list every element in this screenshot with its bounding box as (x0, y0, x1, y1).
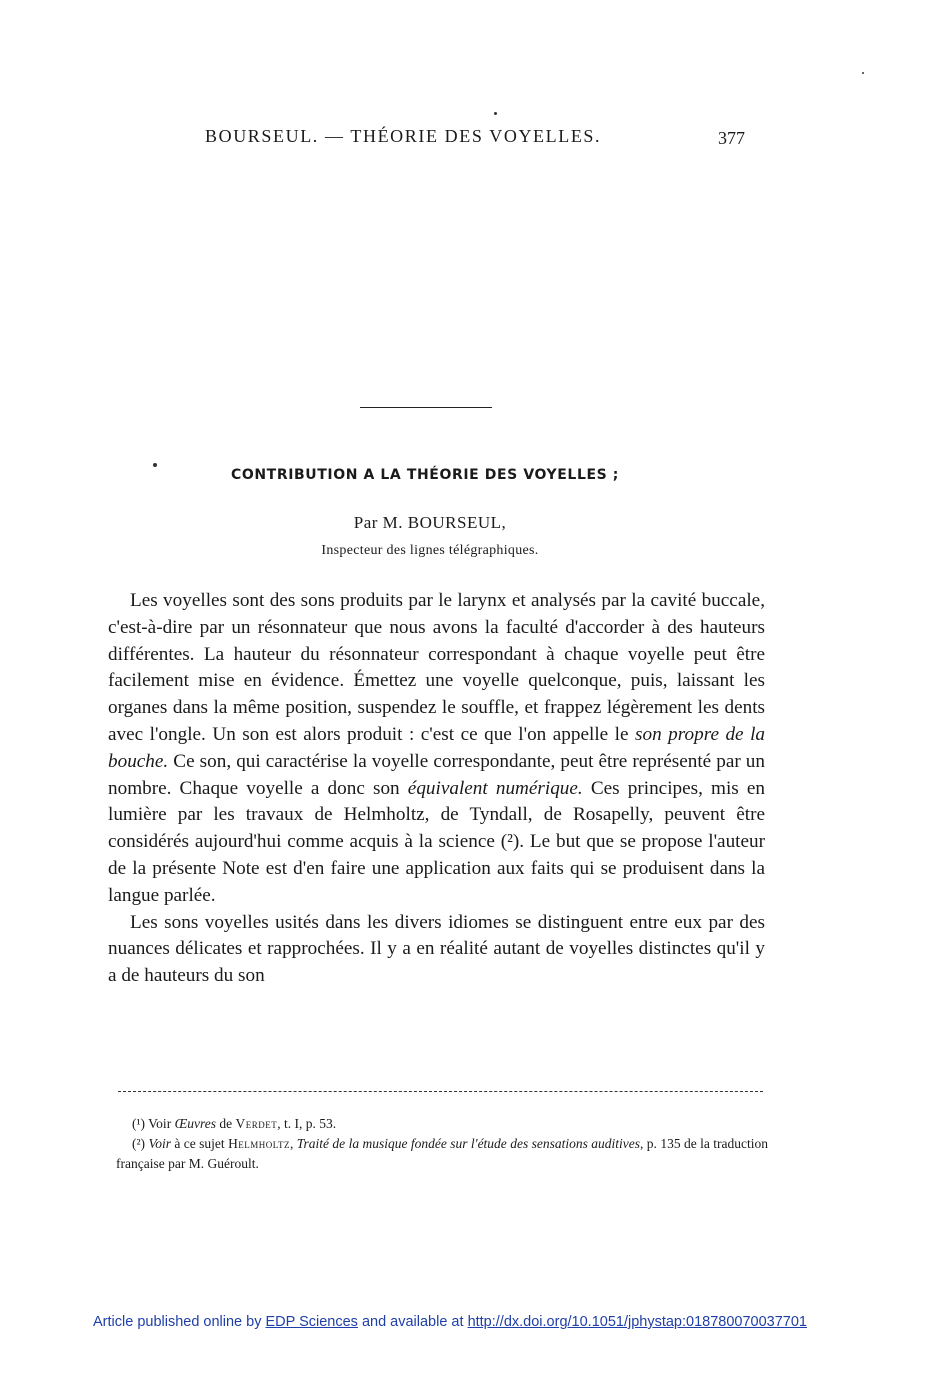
emphasis-son-propre: son propre de la bouche. (108, 723, 765, 772)
paragraph-2: Les sons voyelles usités dans les divers idiomes se distinguent entre eux par des nuances délicates et rapprochées. Il y a en réalité autant de voyelles distinctes qu'il y a de hauteurs du son (108, 911, 765, 987)
scan-speck (862, 72, 864, 74)
paragraph-1-text-a: Les voyelles sont des sons produits par le larynx et analysés par la cavité buccale, c'est-à-dire par un résonnateur que nous avons la faculté d'accorder à des hauteurs différentes. La hauteur du résonnateur correspondant à chaque voyelle peut être facilement mise en évidence. Émettez une voyelle quelconque, puis, laissant les organes dans la même position, suspendez le souffle, et frappez légèrement les dents avec l'ongle. Un son est alors produit : c'est ce que l'on appelle le (108, 590, 765, 745)
running-head (0, 126, 930, 150)
publisher-link[interactable]: EDP Sciences (265, 1314, 358, 1330)
paragraph-1-text-c: Ces principes, mis en lumière par les travaux de Helmholtz, de Tyndall, de Rosapelly, peuvent être considérés aujourd'hui comme acquis à la science (²). Le but que se propose l'auteur de la présente Note est d'en faire une application aux faits qui se produisent dans la langue parlée. (108, 777, 766, 906)
scan-speck (494, 112, 497, 115)
emphasis-equivalent-numerique: équivalent numérique. (407, 777, 583, 799)
body-text (108, 588, 765, 990)
footnote-rule (118, 1091, 763, 1092)
author-line: Par M. BOURSEUL, (353, 513, 507, 532)
footnote-2 (116, 1134, 768, 1174)
footnote-2-author: Helmholtz (228, 1136, 290, 1151)
footnote-1-marker: (¹) (132, 1116, 146, 1131)
paragraph-1-text-b: Ce son, qui caractérise la voyelle correspondante, peut être représenté par un nombre. Chaque voyelle a donc son (108, 750, 765, 799)
footnote-2-work: Traité de la musique fondée sur l'étude des sensations auditives (296, 1136, 641, 1151)
author-role: Inspecteur des lignes télégraphiques. (321, 543, 539, 558)
footnote-1-work: Œuvres (174, 1116, 217, 1131)
footnote-1-text-c: , t. I, p. 53. (277, 1116, 337, 1131)
footnote-1 (116, 1114, 768, 1134)
paragraph-1 (108, 588, 765, 910)
footnote-1-author: Verdet (235, 1116, 278, 1131)
doi-link[interactable]: http://dx.doi.org/10.1051/jphystap:018780070037701 (467, 1314, 807, 1330)
scan-speck (153, 463, 157, 467)
running-title: BOURSEUL. — THÉORIE DES VOYELLES. (205, 126, 602, 146)
footnote-2-text-b: , (289, 1136, 297, 1151)
footnote-2-text-c: , p. 135 de la traduction française par M. Guéroult. (116, 1136, 769, 1171)
page-number: 377 (718, 128, 745, 148)
footnote-1-text-a: Voir (145, 1116, 175, 1131)
footer-middle: and available at (357, 1314, 468, 1330)
footnotes (116, 1114, 768, 1174)
publisher-footer (0, 1314, 900, 1330)
title-rule (360, 407, 492, 408)
footer-prefix: Article published online by (93, 1314, 266, 1330)
article-title: CONTRIBUTION A LA THÉORIE DES VOYELLES ; (230, 467, 619, 483)
footnote-1-text-b: de (216, 1116, 236, 1131)
footnote-2-marker: (²) (132, 1136, 146, 1151)
footnote-2-voir: Voir (148, 1136, 171, 1151)
footnote-2-text-a: à ce sujet (170, 1136, 229, 1151)
